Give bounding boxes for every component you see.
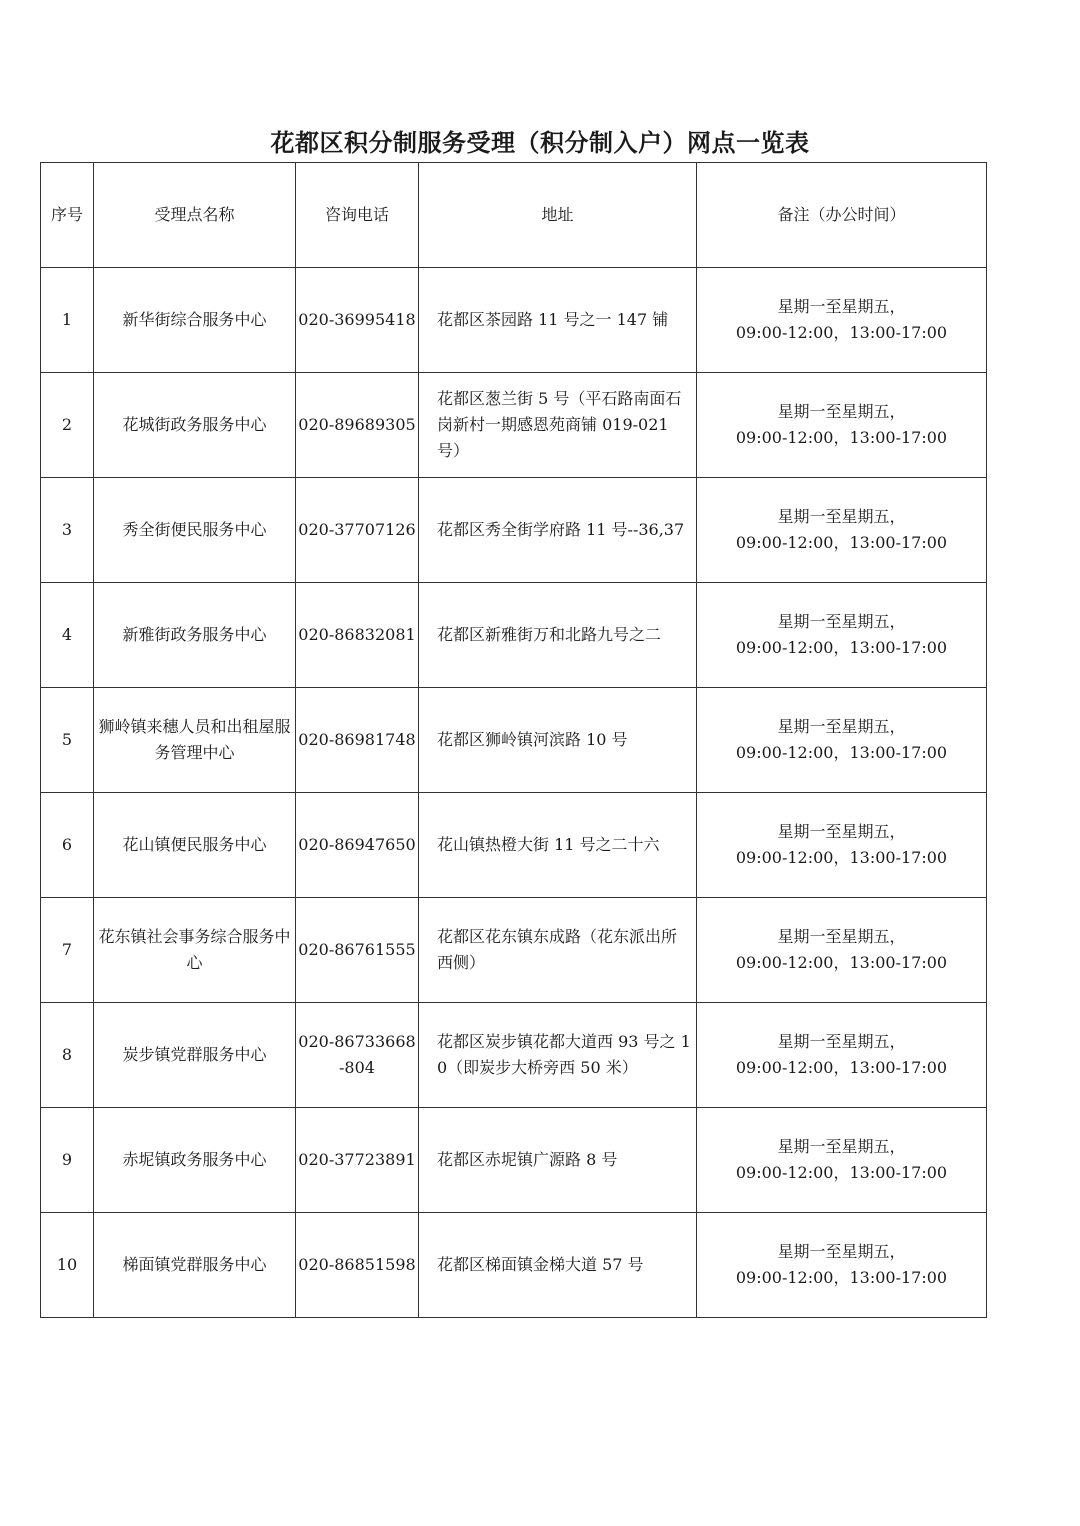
office-hours — [697, 583, 987, 688]
office-time-range: 09:00-12:00，13:00-17:00 — [735, 638, 948, 657]
phone-number: 020-37723891 — [296, 1108, 419, 1213]
table-row — [41, 1003, 987, 1108]
address: 花都区狮岭镇河滨路 10 号 — [419, 688, 697, 793]
row-number: 7 — [41, 898, 94, 1003]
office-days: 星期一至星期五， — [777, 822, 906, 841]
office-hours — [697, 1003, 987, 1108]
address: 花都区葱兰街 5 号（平石路南面石岗新村一期感恩苑商铺 019-021 号） — [419, 373, 697, 478]
service-point-name: 花城街政务服务中心 — [94, 373, 296, 478]
header-name: 受理点名称 — [94, 163, 296, 268]
address: 花都区秀全街学府路 11 号--36,37 — [419, 478, 697, 583]
row-number: 8 — [41, 1003, 94, 1108]
table-row — [41, 373, 987, 478]
phone-number: 020-86851598 — [296, 1213, 419, 1318]
row-number: 2 — [41, 373, 94, 478]
row-number: 3 — [41, 478, 94, 583]
office-time-range: 09:00-12:00，13:00-17:00 — [735, 428, 948, 447]
header-note: 备注（办公时间） — [697, 163, 987, 268]
service-point-name: 秀全街便民服务中心 — [94, 478, 296, 583]
table-row — [41, 793, 987, 898]
table-header-row — [41, 163, 987, 268]
service-point-name: 新华街综合服务中心 — [94, 268, 296, 373]
phone-number: 020-86733668-804 — [296, 1003, 419, 1108]
office-hours — [697, 1108, 987, 1213]
table-body — [41, 268, 987, 1318]
service-point-name: 赤坭镇政务服务中心 — [94, 1108, 296, 1213]
table-row — [41, 478, 987, 583]
office-days: 星期一至星期五， — [777, 1032, 906, 1051]
office-time-range: 09:00-12:00，13:00-17:00 — [735, 743, 948, 762]
phone-number: 020-86981748 — [296, 688, 419, 793]
office-time-range: 09:00-12:00，13:00-17:00 — [735, 953, 948, 972]
office-hours — [697, 688, 987, 793]
table-row — [41, 583, 987, 688]
office-days: 星期一至星期五， — [777, 297, 906, 316]
service-point-name: 梯面镇党群服务中心 — [94, 1213, 296, 1318]
row-number: 5 — [41, 688, 94, 793]
office-days: 星期一至星期五， — [777, 717, 906, 736]
address: 花都区茶园路 11 号之一 147 铺 — [419, 268, 697, 373]
office-hours — [697, 898, 987, 1003]
table-row — [41, 1108, 987, 1213]
office-time-range: 09:00-12:00，13:00-17:00 — [735, 533, 948, 552]
address: 花都区赤坭镇广源路 8 号 — [419, 1108, 697, 1213]
table-row — [41, 898, 987, 1003]
phone-number: 020-36995418 — [296, 268, 419, 373]
phone-number: 020-86761555 — [296, 898, 419, 1003]
office-time-range: 09:00-12:00，13:00-17:00 — [735, 848, 948, 867]
phone-number: 020-89689305 — [296, 373, 419, 478]
office-time-range: 09:00-12:00，13:00-17:00 — [735, 1163, 948, 1182]
phone-number: 020-86832081 — [296, 583, 419, 688]
office-days: 星期一至星期五， — [777, 612, 906, 631]
office-hours — [697, 373, 987, 478]
page-title: 花都区积分制服务受理（积分制入户）网点一览表 — [270, 129, 810, 157]
address: 花都区炭步镇花都大道西 93 号之 10（即炭步大桥旁西 50 米） — [419, 1003, 697, 1108]
row-number: 1 — [41, 268, 94, 373]
address: 花都区梯面镇金梯大道 57 号 — [419, 1213, 697, 1318]
row-number: 6 — [41, 793, 94, 898]
row-number: 10 — [41, 1213, 94, 1318]
office-hours — [697, 268, 987, 373]
office-hours — [697, 478, 987, 583]
service-point-name: 炭步镇党群服务中心 — [94, 1003, 296, 1108]
office-days: 星期一至星期五， — [777, 507, 906, 526]
address: 花山镇热橙大街 11 号之二十六 — [419, 793, 697, 898]
service-point-name: 花东镇社会事务综合服务中心 — [94, 898, 296, 1003]
header-address: 地址 — [419, 163, 697, 268]
office-time-range: 09:00-12:00，13:00-17:00 — [735, 1058, 948, 1077]
office-time-range: 09:00-12:00，13:00-17:00 — [735, 323, 948, 342]
service-point-name: 新雅街政务服务中心 — [94, 583, 296, 688]
header-phone: 咨询电话 — [296, 163, 419, 268]
office-days: 星期一至星期五， — [777, 927, 906, 946]
phone-number: 020-37707126 — [296, 478, 419, 583]
row-number: 9 — [41, 1108, 94, 1213]
service-point-name: 花山镇便民服务中心 — [94, 793, 296, 898]
address: 花都区花东镇东成路（花东派出所西侧） — [419, 898, 697, 1003]
service-point-name: 狮岭镇来穗人员和出租屋服务管理中心 — [94, 688, 296, 793]
office-hours — [697, 1213, 987, 1318]
office-time-range: 09:00-12:00，13:00-17:00 — [735, 1268, 948, 1287]
service-points-table — [40, 162, 987, 1318]
header-no: 序号 — [41, 163, 94, 268]
row-number: 4 — [41, 583, 94, 688]
office-days: 星期一至星期五， — [777, 402, 906, 421]
address: 花都区新雅街万和北路九号之二 — [419, 583, 697, 688]
table-row — [41, 688, 987, 793]
office-days: 星期一至星期五， — [777, 1137, 906, 1156]
table-row — [41, 1213, 987, 1318]
table-row — [41, 268, 987, 373]
office-hours — [697, 793, 987, 898]
phone-number: 020-86947650 — [296, 793, 419, 898]
office-days: 星期一至星期五， — [777, 1242, 906, 1261]
